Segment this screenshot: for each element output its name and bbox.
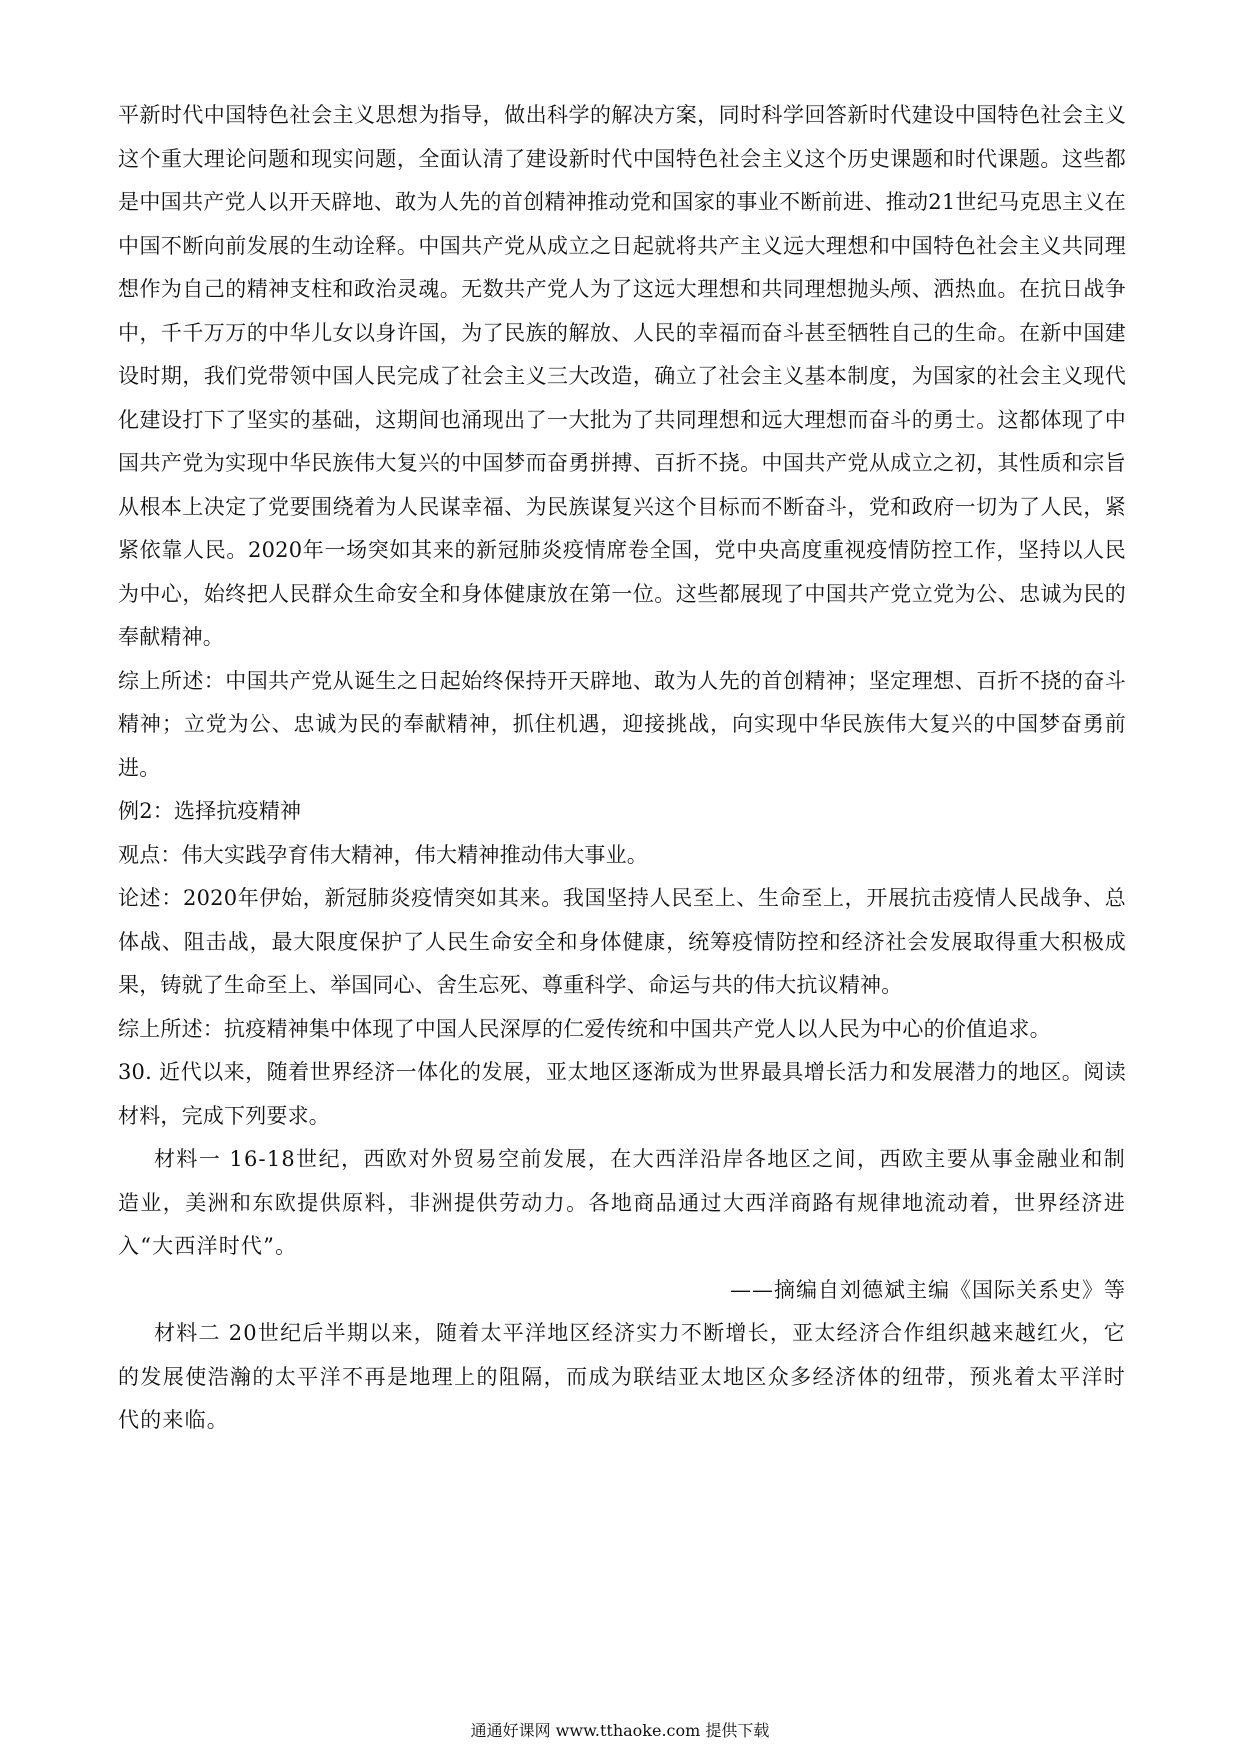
essay-summary: 综上所述：中国共产党从诞生之日起始终保持开天辟地、敢为人先的首创精神；坚定理想、百折不挠的奋斗精神；立党为公、忠诚为民的奉献精神，抓住机遇，迎接挑战，向实现中华民族伟大复兴的中国梦奋勇前进。 [118,668,1126,780]
example-2-argument: 论述：2020年伊始，新冠肺炎疫情突如其来。我国坚持人民至上、生命至上，开展抗击疫情人民战争、总体战、阻击战，最大限度保护了人民生命安全和身体健康，统筹疫情防控和经济社会发展取得重大积极成果，铸就了生命至上、举国同心、舍生忘死、尊重科学、命运与共的伟大抗议精神。 [118,886,1126,997]
page-footer: 通通好课网 www.tthaoke.com 提供下载 [470,1721,770,1740]
example-2-viewpoint: 观点：伟大实践孕育伟大精神，伟大精神推动伟大事业。 [118,842,648,867]
essay-paragraph: 平新时代中国特色社会主义思想为指导，做出科学的解决方案，同时科学回答新时代建设中国特色社会主义这个重大理论问题和现实问题，全面认清了建设新时代中国特色社会主义这个历史课题和时代课题。这些都是中国共产党人以开天辟地、敢为人先的首创精神推动党和国家的事业不断前进、推动21世纪马克思主义在中国不断向前发展的生动诠释。中国共产党从成立之日起就将共产主义远大理想和中国特色社会主义共同理想作为自己的精神支柱和政治灵魂。无数共产党人为了这远大理想和共同理想抛头颅、洒热血。在抗日战争中，千千万万的中华儿女以身许国，为了民族的解放、人民的幸福而奋斗甚至牺牲自己的生命。在新中国建设时期，我们党带领中国人民完成了社会主义三大改造，确立了社会主义基本制度，为国家的社会主义现代化建设打下了坚实的基础，这期间也涌现出了一大批为了共同理想和远大理想而奋斗的勇士。这都体现了中国共产党为实现中华民族伟大复兴的中国梦而奋勇拼搏、百折不挠。中国共产党从成立之初，其性质和宗旨从根本上决定了党要围绕着为人民谋幸福、为民族谋复兴这个目标而不断奋斗，党和政府一切为了人民，紧紧依靠人民。2020年一场突如其来的新冠肺炎疫情席卷全国，党中央高度重视疫情防控工作，坚持以人民为中心，始终把人民群众生命安全和身体健康放在第一位。这些都展现了中国共产党立党为公、忠诚为民的奉献精神。 [118,103,1126,649]
document-body [118,94,1126,1443]
material-1: 材料一 16-18世纪，西欧对外贸易空前发展，在大西洋沿岸各地区之间，西欧主要从事金融业和制造业，美洲和东欧提供原料，非洲提供劳动力。各地商品通过大西洋商路有规律地流动着，世界经济进入“大西洋时代”。 [118,1147,1126,1258]
question-30-stem: 30. 近代以来，随着世界经济一体化的发展，亚太地区逐渐成为世界最具增长活力和发展潜力的地区。阅读材料，完成下列要求。 [118,1060,1126,1128]
example-2-title: 例2：选择抗疫精神 [118,799,302,823]
example-2-summary: 综上所述：抗疫精神集中体现了中国人民深厚的仁爱传统和中国共产党人以人民为中心的价值追求。 [118,1016,1051,1041]
material-1-source: ——摘编自刘德斌主编《国际关系史》等 [730,1277,1126,1302]
material-2: 材料二 20世纪后半期以来，随着太平洋地区经济实力不断增长，亚太经济合作组织越来越红火，它的发展使浩瀚的太平洋不再是地理上的阻隔，而成为联结亚太地区众多经济体的纽带，预兆着太平洋时代的来临。 [118,1321,1126,1432]
